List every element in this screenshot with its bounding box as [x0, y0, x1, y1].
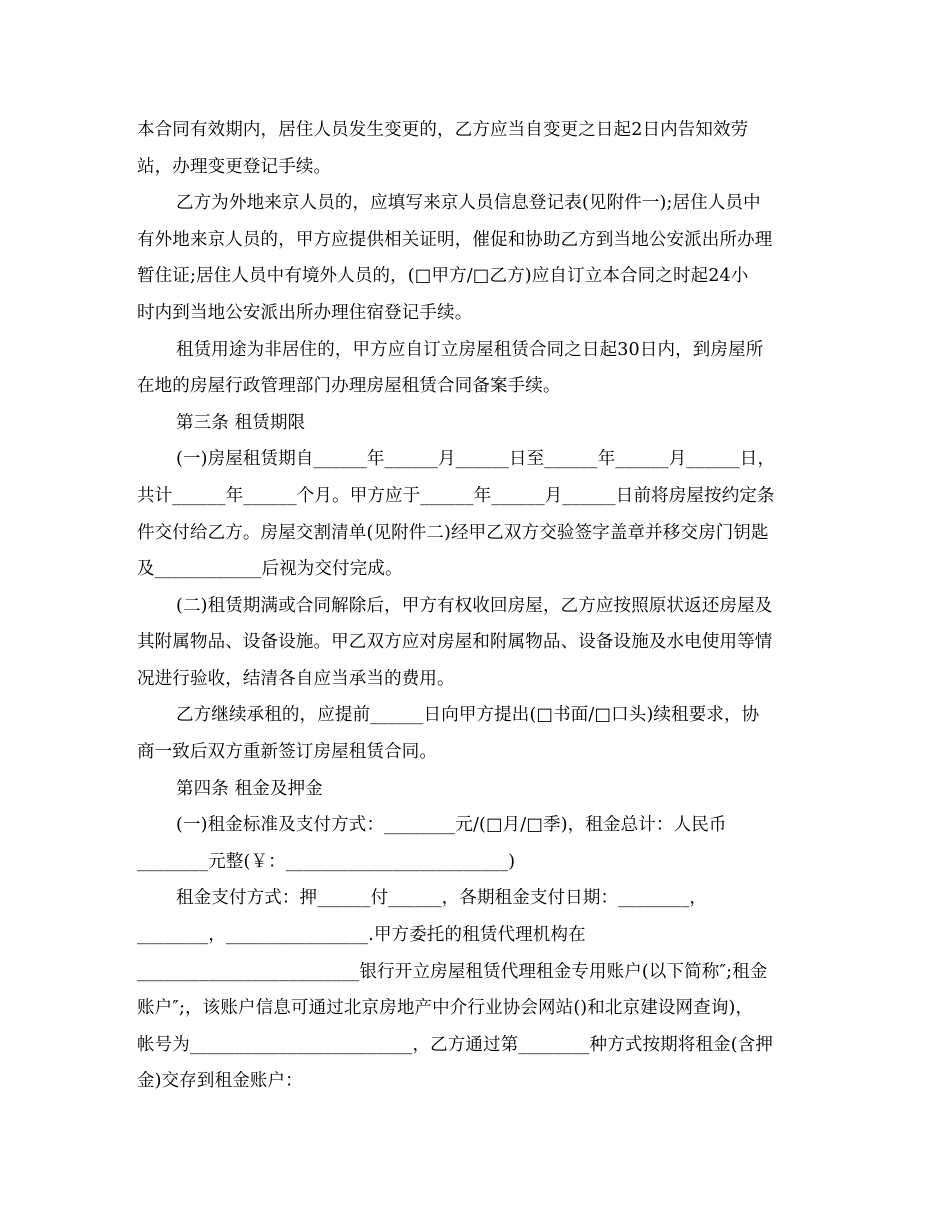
text-line-4: 有外地来京人员的，甲方应提供相关证明，催促和协助乙方到当地公安派出所办理 — [137, 230, 773, 250]
section-heading-4: 第四条 租金及押金 — [176, 779, 323, 799]
text-line-10: (一)房屋租赁期自______年______月______日至______年______月______日， — [176, 449, 776, 469]
text-line-22: 租金支付方式：押______付______，各期租金支付日期：________， — [176, 888, 707, 908]
text-line-17: 乙方继续承租的，应提前______日向甲方提出(□书面/□口头)续租要求，协 — [176, 705, 760, 725]
text-line-8: 在地的房屋行政管理部门办理房屋租赁合同备案手续。 — [137, 376, 561, 396]
text-line-1: 本合同有效期内，居住人员发生变更的，乙方应当自变更之日起2日内告知效劳 — [137, 120, 749, 140]
text-line-21: ________元整(￥：_________________________) — [137, 852, 516, 872]
text-line-3: 乙方为外地来京人员的，应填写来京人员信息登记表(见附件一);居住人员中 — [176, 193, 761, 213]
text-line-24: _________________________银行开立房屋租赁代理租金专用账户(以下简称″;租金 — [137, 962, 768, 982]
text-line-12: 件交付给乙方。房屋交割清单(见附件二)经甲乙双方交验签字盖章并移交房门钥匙 — [137, 523, 769, 543]
text-line-23: ________，________________.甲方委托的租赁代理机构在 — [137, 925, 586, 945]
text-line-2: 站，办理变更登记手续。 — [137, 157, 332, 177]
text-line-27: 金)交存到租金账户： — [137, 1071, 303, 1091]
text-line-15: 其附属物品、设备设施。甲乙双方应对房屋和附属物品、设备设施及水电使用等情 — [137, 632, 773, 652]
text-line-5: 暂住证;居住人员中有境外人员的，(□甲方/□乙方)应自订立本合同之时起24小 — [137, 266, 749, 286]
text-line-14: (二)租赁期满或合同解除后，甲方有权收回房屋，乙方应按照原状返还房屋及 — [176, 596, 773, 616]
text-line-25: 账户″;，该账户信息可通过北京房地产中介行业协会网站()和北京建设网查询)， — [137, 998, 754, 1018]
text-line-6: 时内到当地公安派出所办理住宿登记手续。 — [137, 303, 473, 323]
text-line-11: 共计______年______个月。甲方应于______年______月______日前将房屋按约定条 — [137, 486, 775, 506]
text-line-18: 商一致后双方重新签订房屋租赁合同。 — [137, 742, 438, 762]
text-line-20: (一)租金标准及支付方式：________元/(□月/□季)，租金总计：人民币 — [176, 815, 727, 835]
section-heading-3: 第三条 租赁期限 — [176, 413, 306, 433]
text-line-16: 况进行验收，结清各自应当承当的费用。 — [137, 669, 455, 689]
text-line-13: 及____________后视为交付完成。 — [137, 559, 403, 579]
text-line-26: 帐号为_________________________，乙方通过第________种方式按期将租金(含押 — [137, 1035, 774, 1055]
text-line-7: 租赁用途为非居住的，甲方应自订立房屋租赁合同之日起30日内，到房屋所 — [176, 340, 764, 360]
